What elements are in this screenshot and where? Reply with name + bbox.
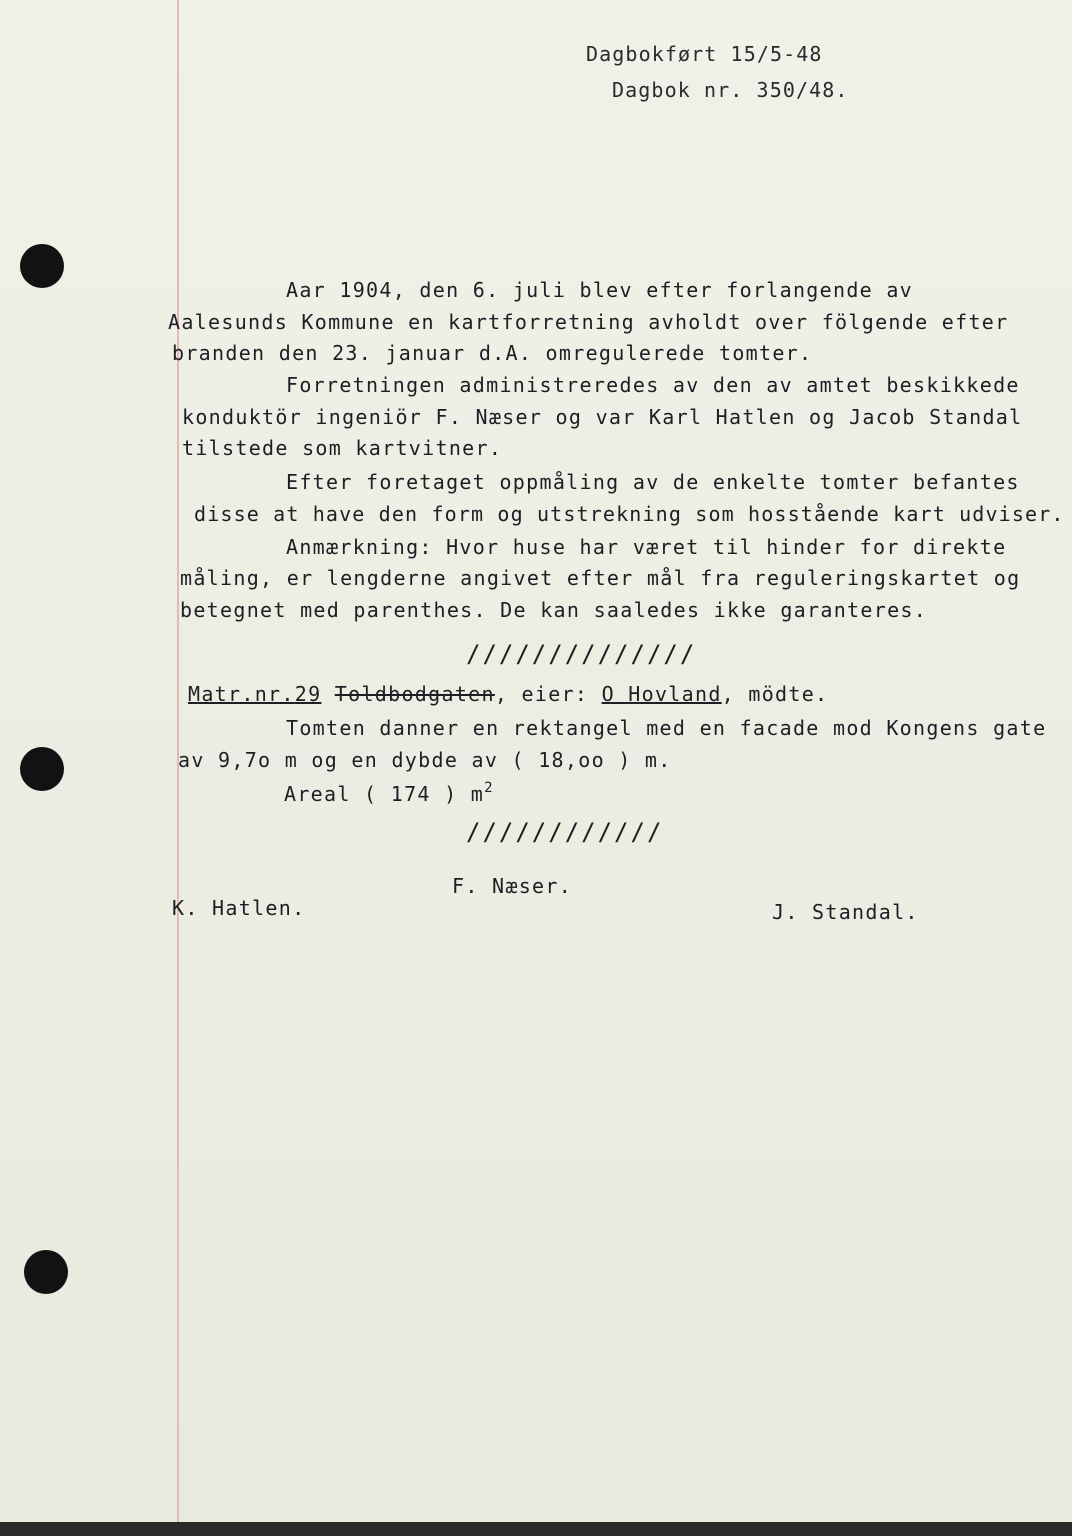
body-line: Aar 1904, den 6. juli blev efter forlangende av — [286, 278, 914, 302]
areal-text: Areal ( 174 ) m — [284, 782, 485, 806]
body-line: disse at have den form og utstrekning som hosstående kart udviser. — [194, 502, 1065, 526]
body-line: Forretningen administreredes av den av amtet beskikkede — [286, 373, 1020, 397]
body-line: branden den 23. januar d.A. omregulerede tomter. — [172, 341, 813, 365]
matr-label: Matr.nr. — [188, 682, 295, 706]
body-line: konduktör ingeniör F. Næser og var Karl Hatlen og Jacob Standal — [182, 405, 1023, 429]
body-line: tilstede som kartvitner. — [182, 436, 503, 460]
separator-slashes: ////////////// — [466, 640, 697, 668]
matr-line — [188, 682, 828, 706]
signature-right: J. Standal. — [772, 900, 919, 924]
body-line: av 9,7o m og en dybde av ( 18,oo ) m. — [178, 748, 672, 772]
separator-slashes: //////////// — [466, 818, 664, 846]
body-line: Tomten danner en rektangel med en facade mod Kongens gate — [286, 716, 1047, 740]
body-line: måling, er lengderne angivet efter mål fra reguleringskartet og — [180, 566, 1021, 590]
punch-hole-bottom-icon — [24, 1250, 68, 1294]
scan-bottom-edge — [0, 1522, 1072, 1536]
matr-suffix: , mödte. — [721, 682, 829, 706]
body-line: Anmærkning: Hvor huse har været til hinder for direkte — [286, 535, 1007, 559]
areal-line — [284, 776, 494, 806]
signature-center: F. Næser. — [452, 874, 573, 898]
matr-owner-prefix: , eier: — [494, 682, 602, 706]
punch-hole-middle-icon — [20, 747, 64, 791]
body-line: betegnet med parenthes. De kan saaledes ikke garanteres. — [180, 598, 928, 622]
signature-left: K. Hatlen. — [172, 896, 306, 920]
areal-superscript: 2 — [484, 780, 494, 796]
matr-number: 29 — [294, 682, 322, 706]
body-line: Aalesunds Kommune en kartforretning avholdt over fölgende efter — [168, 310, 1009, 334]
matr-street-struck: Toldbodgaten — [334, 682, 495, 706]
punch-hole-top-icon — [20, 244, 64, 288]
dagbokfort-stamp: Dagbokført 15/5-48 — [586, 42, 823, 66]
body-line: Efter foretaget oppmåling av de enkelte tomter befantes — [286, 470, 1020, 494]
dagbok-number: Dagbok nr. 350/48. — [612, 78, 849, 102]
matr-owner: O Hovland — [601, 682, 722, 706]
